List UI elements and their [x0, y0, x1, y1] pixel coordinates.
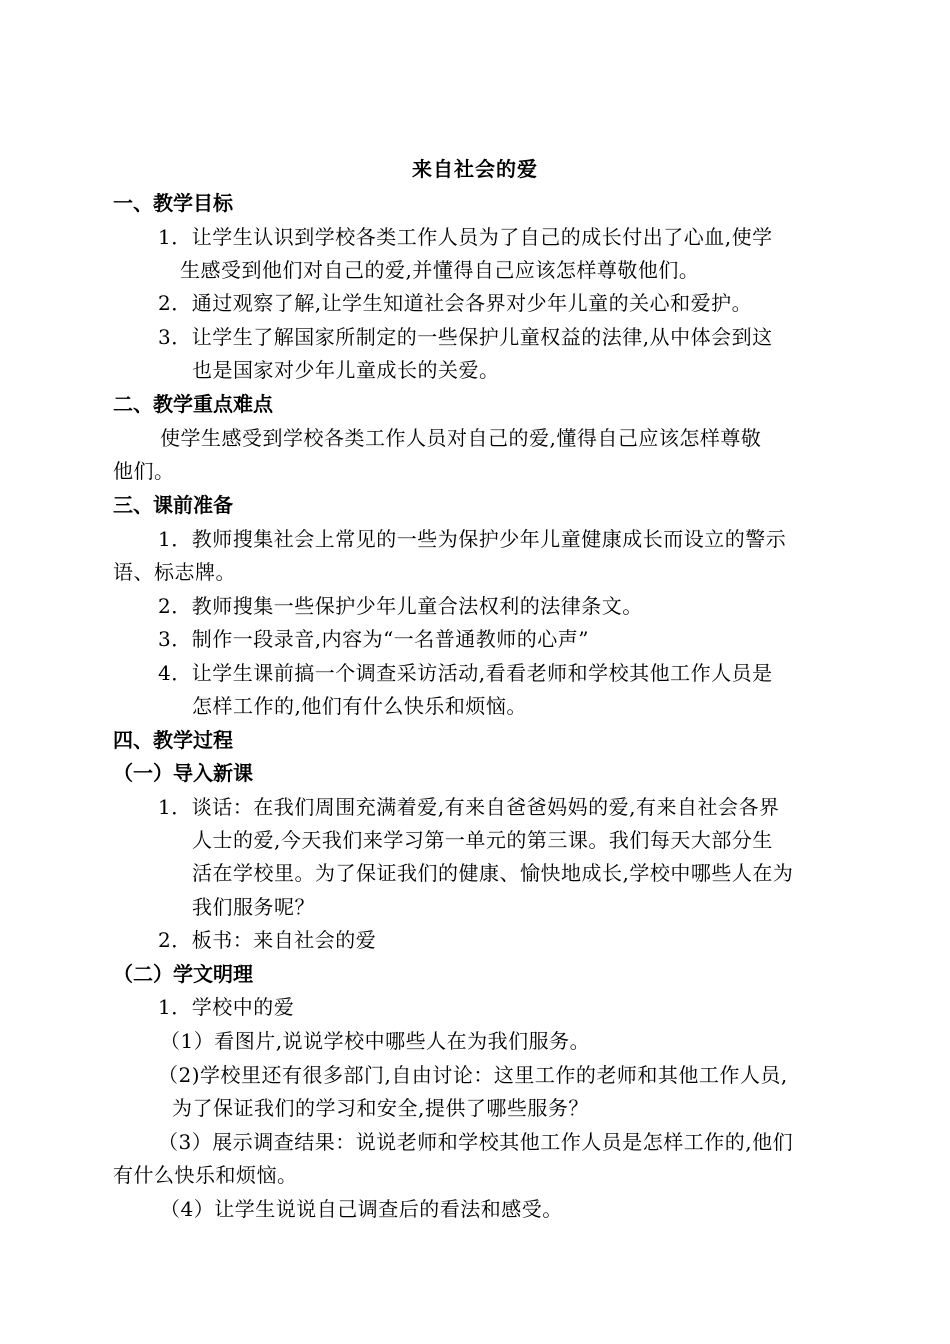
paragraph-line: 4．让学生课前搞一个调查采访活动,看看老师和学校其他工作人员是 [158, 661, 773, 685]
paragraph-line: 2．通过观察了解,让学生知道社会各界对少年儿童的关心和爱护。 [158, 291, 753, 315]
paragraph-line: 为了保证我们的学习和安全,提供了哪些服务？ [172, 1096, 589, 1120]
section-heading-key-points: 二、教学重点难点 [113, 392, 273, 416]
paragraph-line: （2)学校里还有很多部门,自由讨论：这里工作的老师和其他工作人员, [158, 1063, 788, 1087]
paragraph-line: 怎样工作的,他们有什么快乐和烦恼。 [192, 694, 527, 718]
paragraph-line: 我们服务呢？ [192, 895, 315, 919]
section-heading-process: 四、教学过程 [113, 728, 233, 752]
subsection-heading-learning: （二）学文明理 [113, 962, 253, 986]
paragraph-line: 1．学校中的爱 [158, 995, 295, 1019]
paragraph-line: 2．教师搜集一些保护少年儿童合法权利的法律条文。 [158, 594, 643, 618]
paragraph-line: （1）看图片,说说学校中哪些人在为我们服务。 [160, 1029, 591, 1053]
paragraph-line: 3．让学生了解国家所制定的一些保护儿童权益的法律,从中体会到这 [158, 325, 773, 349]
section-heading-preparation: 三、课前准备 [113, 493, 233, 517]
section-heading-objectives: 一、教学目标 [113, 191, 233, 215]
subsection-heading-introduction: （一）导入新课 [113, 761, 253, 785]
paragraph-line: 1．谈话：在我们周围充满着爱,有来自爸爸妈妈的爱,有来自社会各界 [158, 795, 780, 819]
paragraph-line: （3）展示调查结果：说说老师和学校其他工作人员是怎样工作的,他们 [158, 1130, 794, 1154]
paragraph-line: 人士的爱,今天我们来学习第一单元的第三课。我们每天大部分生 [192, 828, 773, 852]
paragraph-line: 活在学校里。为了保证我们的健康、愉快地成长,学校中哪些人在为 [192, 861, 794, 885]
paragraph-line: 3．制作一段录音,内容为“一名普通教师的心声” [158, 627, 590, 651]
paragraph-line: 语、标志牌。 [113, 560, 236, 584]
paragraph-line: 2．板书：来自社会的爱 [158, 928, 377, 952]
page-title: 来自社会的爱 [412, 157, 538, 181]
paragraph-line: 1．让学生认识到学校各类工作人员为了自己的成长付出了心血,使学 [158, 225, 773, 249]
paragraph-line: （4）让学生说说自己调查后的看法和感受。 [160, 1197, 563, 1221]
paragraph-line: 1．教师搜集社会上常见的一些为保护少年儿童健康成长而设立的警示 [158, 527, 787, 551]
paragraph-line: 他们。 [113, 459, 175, 483]
paragraph-line: 也是国家对少年儿童成长的关爱。 [192, 358, 500, 382]
paragraph-line: 生感受到他们对自己的爱,并懂得自己应该怎样尊敬他们。 [180, 258, 700, 282]
paragraph-line: 使学生感受到学校各类工作人员对自己的爱,懂得自己应该怎样尊敬 [160, 426, 762, 450]
paragraph-line: 有什么快乐和烦恼。 [113, 1163, 298, 1187]
